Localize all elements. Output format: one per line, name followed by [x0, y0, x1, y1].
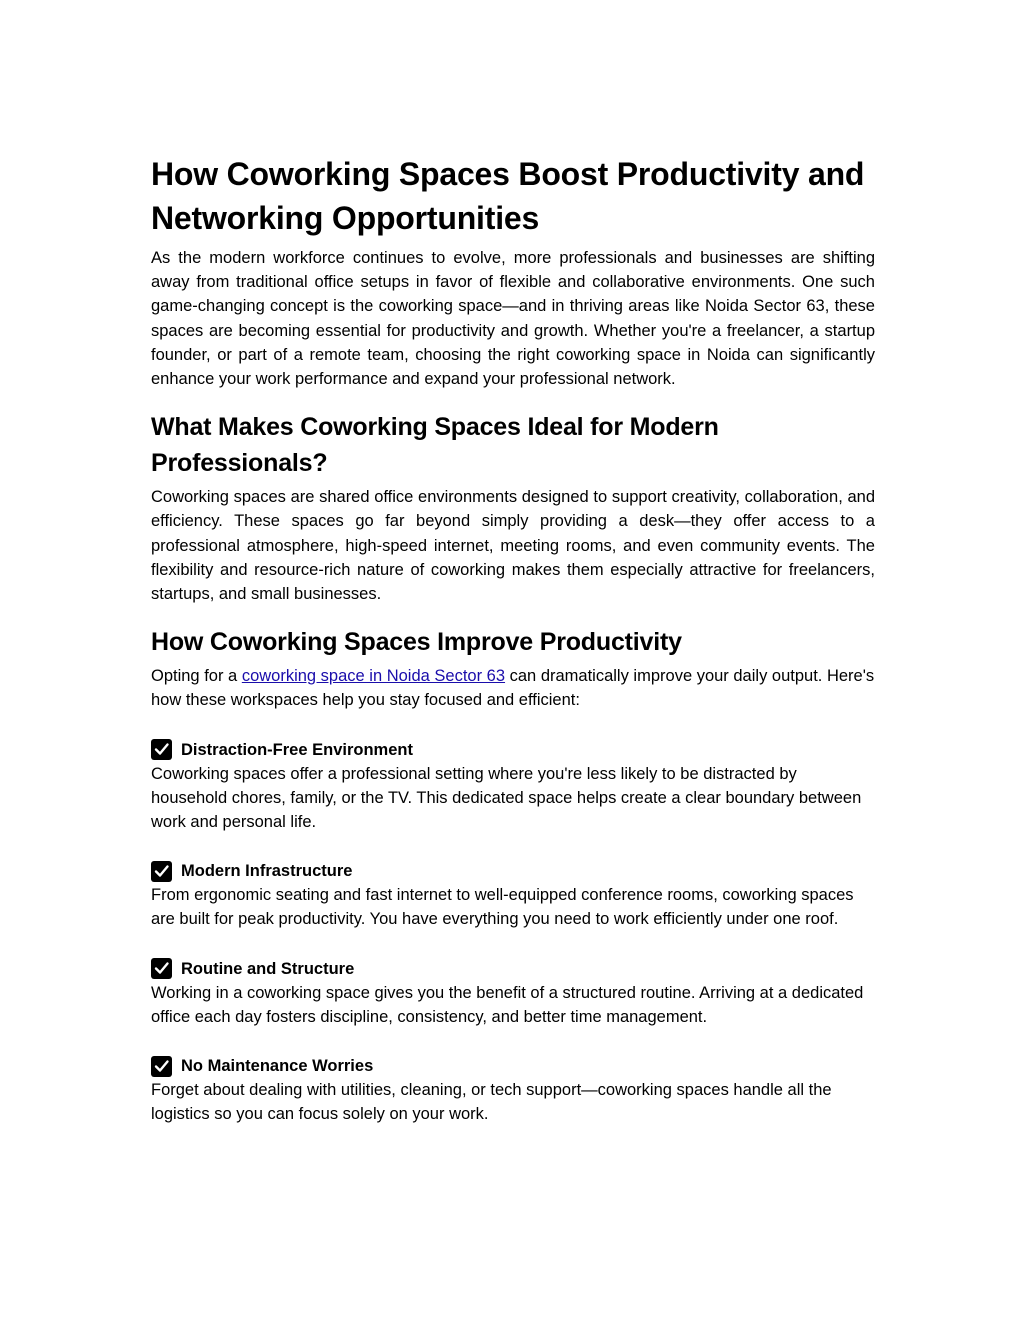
list-item-heading: [151, 1054, 875, 1078]
section-body-ideal: Coworking spaces are shared office environments designed to support creativity, collaboration, and efficiency. These spaces go far beyond simply providing a desk—they offer access to a professional atmosphere, high-speed internet, meeting rooms, and even community events. The flexibility and resource-rich nature of coworking makes them especially attractive for freelancers, startups, and small businesses.: [151, 488, 875, 604]
list-item: [151, 738, 875, 835]
list-item-title: Routine and Structure: [181, 959, 355, 978]
intro-text-after: can dramatically improve your daily output. Here's how these workspaces help you stay focused and efficient:: [151, 667, 875, 710]
check-box-icon: [151, 958, 172, 979]
check-box-icon: [151, 1056, 172, 1077]
check-box-icon: [151, 739, 172, 760]
list-item: [151, 859, 875, 931]
list-item-heading: [151, 738, 875, 762]
list-item-body: Coworking spaces offer a professional setting where you're less likely to be distracted by household chores, family, or the TV. This dedicated space helps create a clear boundary between work and personal life.: [151, 764, 862, 832]
intro-text-before: Opting for a: [151, 667, 242, 686]
list-item-heading: [151, 859, 875, 883]
list-item: [151, 1054, 875, 1126]
intro-paragraph: As the modern workforce continues to evolve, more professionals and businesses are shifting away from traditional office setups in favor of flexible and collaborative environments. One such game-changing concept is the coworking space—and in thriving areas like Noida Sector 63, these spaces are becoming essential for productivity and growth. Whether you're a freelancer, a startup founder, or part of a remote team, choosing the right coworking space in Noida can significantly enhance your work performance and expand your professional network.: [151, 249, 875, 389]
list-item-body: Forget about dealing with utilities, cleaning, or tech support—coworking spaces handle all the logistics so you can focus solely on your work.: [151, 1081, 832, 1124]
list-item: [151, 957, 875, 1029]
check-box-icon: [151, 861, 172, 882]
section-heading-productivity: How Coworking Spaces Improve Productivity: [151, 628, 682, 657]
list-item-heading: [151, 957, 875, 981]
page-title: How Coworking Spaces Boost Productivity and Networking Opportunities: [151, 156, 865, 236]
list-item-title: Modern Infrastructure: [181, 862, 353, 881]
document-page: [151, 152, 875, 1151]
list-item-body: Working in a coworking space gives you the benefit of a structured routine. Arriving at a dedicated office each day fosters discipline, consistency, and better time management.: [151, 983, 864, 1026]
list-item-body: From ergonomic seating and fast internet to well-equipped conference rooms, coworking spaces are built for peak productivity. You have everything you need to work efficiently under one roof.: [151, 886, 854, 929]
list-item-title: Distraction-Free Environment: [181, 740, 413, 759]
coworking-noida-link[interactable]: coworking space in Noida Sector 63: [241, 667, 506, 686]
section-intro-productivity: [151, 664, 875, 712]
list-item-title: No Maintenance Worries: [181, 1057, 374, 1076]
section-heading-ideal: What Makes Coworking Spaces Ideal for Modern Professionals?: [151, 413, 719, 478]
